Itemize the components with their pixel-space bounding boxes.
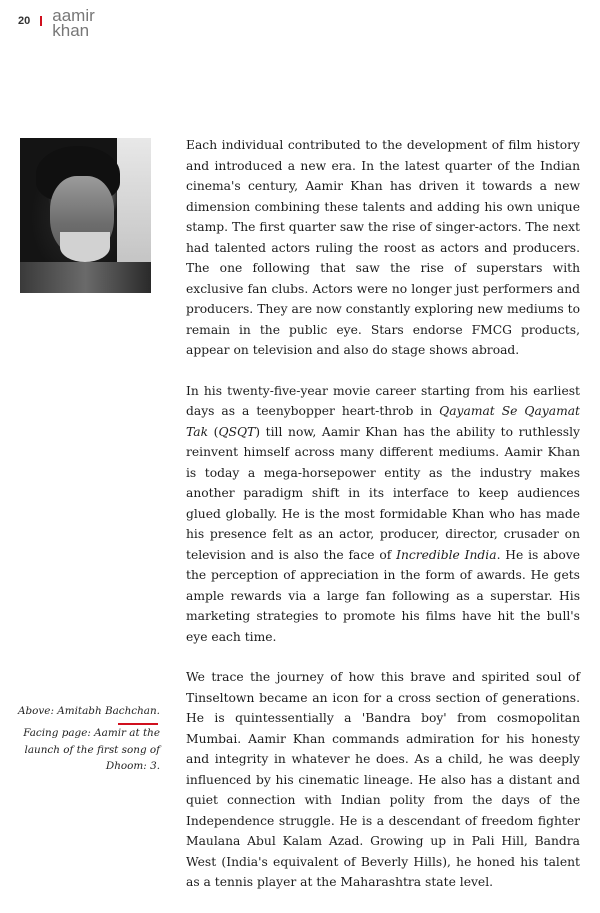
title-line-1: aamir <box>52 6 95 25</box>
header-divider <box>40 16 42 26</box>
paragraph-1: Each individual contributed to the development of film history and introduced a new era. In the latest quarter of the Indian cinema's century, Aamir Khan has driven it towards a new dimension combining these talents and adding his own unique stamp. The first quarter saw the rise of singer-actors. The next had talented actors ruling the roost as actors and producers. The one following that saw the rise of superstars with exclusive fan clubs. Actors were no longer just performers and producers. They are now constantly exploring new mediums to remain in the public eye. Stars endorse FMCG products, appear on television and also do stage shows abroad. <box>186 138 580 357</box>
paragraph-3: We trace the journey of how this brave and spirited soul of Tinseltown became an icon for a cross section of generations. He is quintessentially a 'Bandra boy' from cosmopolitan Mumbai. Aamir Khan commands admiration for his honesty and integrity in whatever he does. As a child, he was deeply influenced by his cinematic lineage. He also has a distant and quiet connection with Indian polity from the days of the Independence struggle. He is a descendant of freedom fighter Maulana Abul Kalam Azad. Growing up in Pali Hill, Bandra West (India's equivalent of Beverly Hills), he honed his talent as a tennis player at the Maharashtra state level. <box>186 670 580 889</box>
running-header <box>18 8 95 38</box>
article-body <box>186 135 580 913</box>
caption-above: Above: Amitabh Bachchan. <box>18 705 160 717</box>
running-title <box>52 8 95 38</box>
title-line-2: khan <box>52 21 90 40</box>
page-number: 20 <box>18 15 31 27</box>
film-abbreviation: QSQT <box>218 424 256 439</box>
film-title: Qayamat Se Qayamat Tak <box>186 404 580 439</box>
portrait-photo <box>20 138 151 293</box>
campaign-title: Incredible India <box>396 547 497 562</box>
caption-facing: Facing page: Aamir at the launch of the first song of Dhoom: 3. <box>23 727 160 772</box>
paragraph-2: In his twenty-five-year movie career starting from his earliest days as a teenybopper heart-throb in Qayamat Se Qayamat Tak (QSQT) till now, Aamir Khan has the ability to ruthlessly reinvent himself across many different mediums. Aamir Khan is today a mega-horsepower entity as the industry makes another paradigm shift in its interface to keep audiences glued globally. He is the most formidable Khan who has made his presence felt as an actor, producer, director, crusader on television and is also the face of Incredible India. He is above the perception of appreciation in the form of awards. He gets ample rewards via a large fan following as a superstar. His marketing strategies to promote his films have hit the bull's eye each time. <box>186 383 581 644</box>
